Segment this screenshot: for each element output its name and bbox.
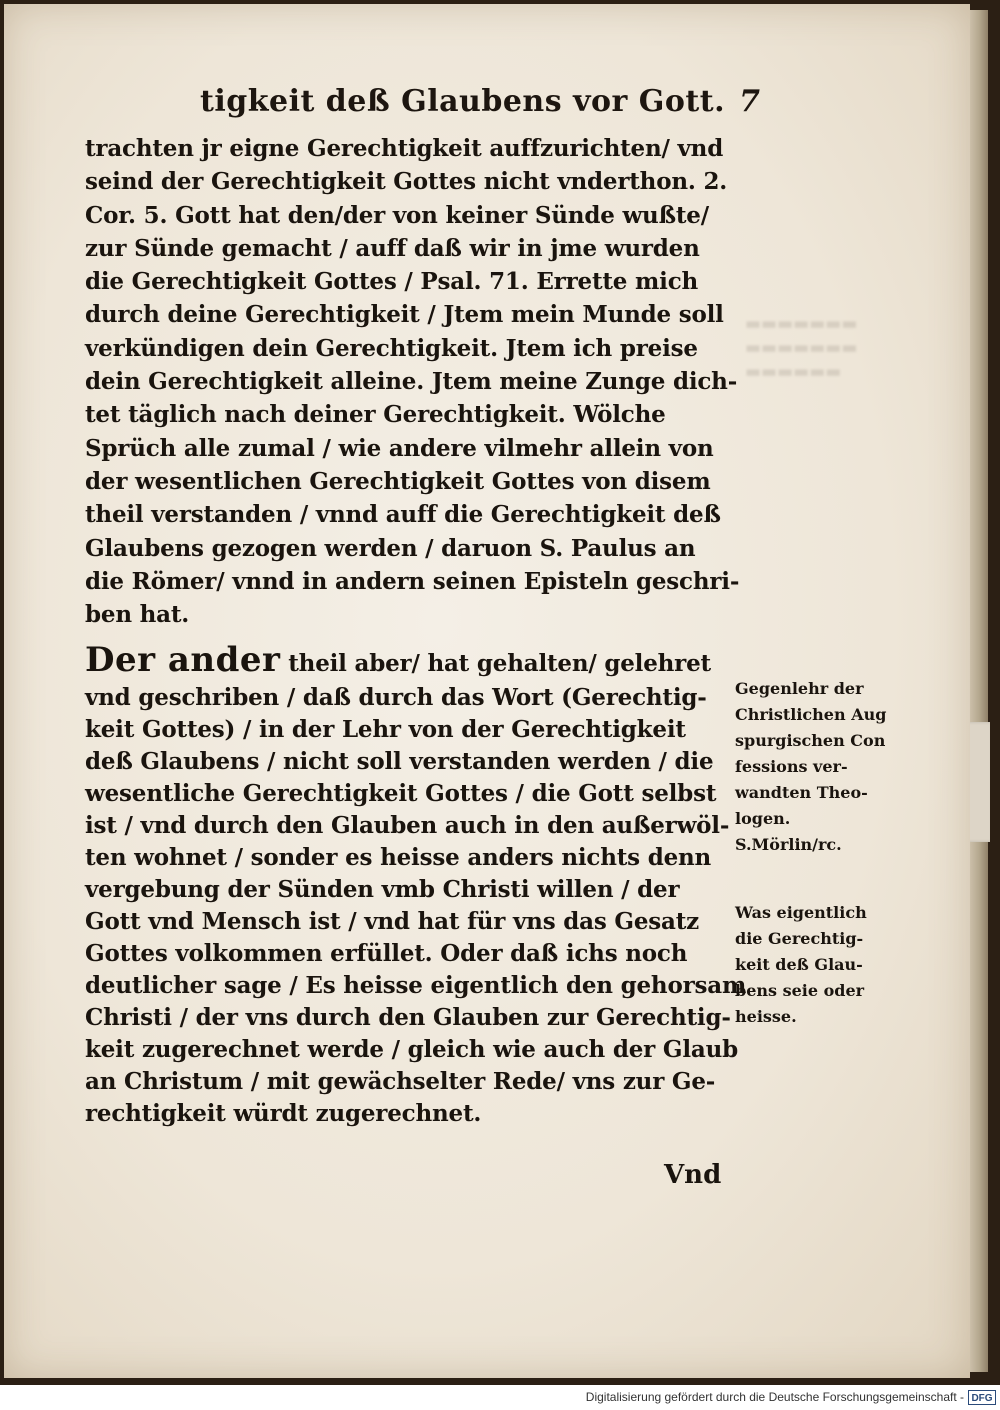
text-line: seind der Gerechtigkeit Gottes nicht vnderthon. 2. <box>85 168 728 196</box>
margin-line: Was eigentlich <box>735 903 867 922</box>
margin-line: bens seie oder <box>735 981 865 1000</box>
margin-line: S.Mörlin/rc. <box>735 835 842 854</box>
text-line: theil verstanden / vnnd auff die Gerechtigkeit deß <box>85 501 721 529</box>
text-line: ten wohnet / sonder es heisse anders nichts denn <box>85 844 712 871</box>
dfg-logo: DFG <box>968 1390 996 1405</box>
text-line: vergebung der Sünden vmb Christi willen / der <box>85 876 680 903</box>
page-number: 7 <box>739 84 760 119</box>
text-line: deß Glaubens / nicht soll verstanden werden / die <box>85 748 714 775</box>
text-line: ben hat. <box>85 601 190 629</box>
text-line: rechtigkeit würdt zugerechnet. <box>85 1100 482 1127</box>
text-line: der wesentlichen Gerechtigkeit Gottes von disem <box>85 467 711 495</box>
initial-words: Der ander <box>85 640 281 680</box>
text-line: Glaubens gezogen werden / daruon S. Paulus an <box>85 534 696 562</box>
show-through-bleed: ▬▬▬▬▬▬▬ ▬▬▬▬▬▬▬ ▬▬▬▬▬▬ <box>745 314 858 382</box>
margin-note-1 <box>735 676 895 858</box>
first-line-rest: theil aber/ hat gehalten/ gelehret <box>280 650 711 677</box>
text-line: Sprüch alle zumal / wie andere vilmehr allein von <box>85 434 714 462</box>
text-line: an Christum / mit gewächselter Rede/ vns zur Ge- <box>85 1068 716 1095</box>
footer-bar <box>0 1385 1000 1410</box>
margin-line: wandten Theo- <box>735 783 868 802</box>
text-line: verkündigen dein Gerechtigkeit. Jtem ich preise <box>85 334 698 362</box>
margin-line: spurgischen Con <box>735 731 886 750</box>
text-line: Cor. 5. Gott hat den/der von keiner Sünde wußte/ <box>85 201 709 229</box>
text-line: tet täglich nach deiner Gerechtigkeit. Wölche <box>85 401 666 429</box>
paragraph-1 <box>85 132 745 631</box>
page-edge <box>970 10 988 1372</box>
margin-line: Christlichen Aug <box>735 705 887 724</box>
margin-line: fessions ver- <box>735 757 848 776</box>
text-line: wesentliche Gerechtigkeit Gottes / die Gott selbst <box>85 780 717 807</box>
text-line: keit Gottes) / in der Lehr von der Gerechtigkeit <box>85 716 686 743</box>
text-line: keit zugerechnet werde / gleich wie auch der Glaub <box>85 1036 738 1063</box>
text-line: Christi / der vns durch den Glauben zur Gerechtig- <box>85 1004 731 1031</box>
text-line: Gott vnd Mensch ist / vnd hat für vns das Gesatz <box>85 908 700 935</box>
funding-credit: Digitalisierung gefördert durch die Deutsche Forschungsgemeinschaft - <box>585 1390 964 1404</box>
margin-line: keit deß Glau- <box>735 955 863 974</box>
margin-line: die Gerechtig- <box>735 929 864 948</box>
text-line: vnd geschriben / daß durch das Wort (Gerechtig- <box>85 684 707 711</box>
text-line: Gottes volkommen erfüllet. Oder daß ichs noch <box>85 940 688 967</box>
margin-note-2 <box>735 900 895 1030</box>
text-line: die Römer/ vnnd in andern seinen Episteln geschri- <box>85 567 740 595</box>
margin-line: heisse. <box>735 1007 797 1026</box>
paragraph-2 <box>85 638 745 1130</box>
text-line: durch deine Gerechtigkeit / Jtem mein Munde soll <box>85 301 724 329</box>
margin-line: logen. <box>735 809 791 828</box>
text-line: trachten jr eigne Gerechtigkeit auffzurichten/ vnd <box>85 135 724 162</box>
margin-line: Gegenlehr der <box>735 679 864 698</box>
text-line: zur Sünde gemacht / auff daß wir in jme wurden <box>85 234 700 262</box>
first-line <box>85 638 745 682</box>
running-header <box>200 84 760 124</box>
text-line: die Gerechtigkeit Gottes / Psal. 71. Errette mich <box>85 268 699 296</box>
text-line: deutlicher sage / Es heisse eigentlich den gehorsam <box>85 972 747 999</box>
text-line: dein Gerechtigkeit alleine. Jtem meine Zunge dich- <box>85 368 738 396</box>
running-title: tigkeit deß Glaubens vor Gott. <box>200 84 726 119</box>
catchword: Vnd <box>664 1160 722 1190</box>
text-line: ist / vnd durch den Glauben auch in den außerwöl- <box>85 812 730 839</box>
